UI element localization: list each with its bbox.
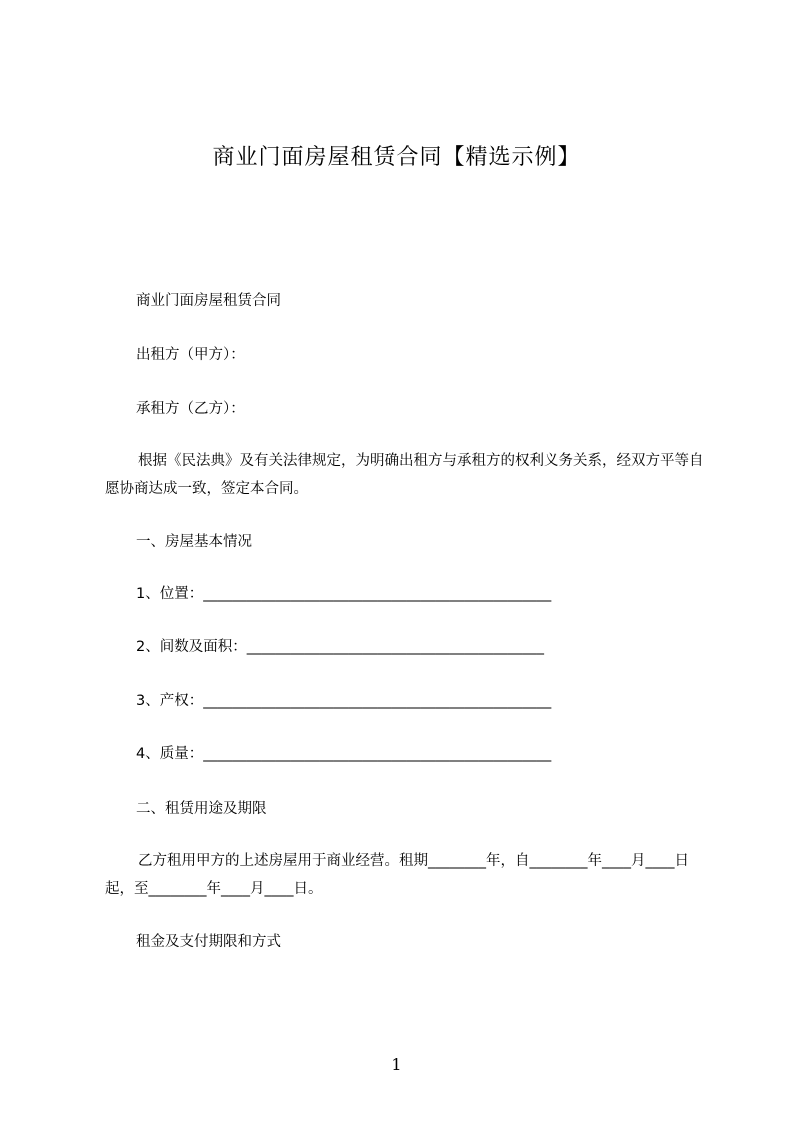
lease-term-paragraph: 乙方租用甲方的上述房屋用于商业经营。租期________年，自________年____月____日起，至________年____月____日。 bbox=[105, 853, 689, 897]
rent-heading: 租金及支付期限和方式 bbox=[136, 934, 281, 950]
section-heading-2: 二、租赁用途及期限 bbox=[136, 801, 267, 817]
lessee-line: 承租方（乙方）： bbox=[136, 401, 245, 417]
preamble-paragraph: 根据《民法典》及有关法律规定，为明确出租方与承租方的权利义务关系，经双方平等自愿协商达成一致，签定本合同。 bbox=[105, 453, 704, 497]
lessor-line: 出租方（甲方）： bbox=[136, 347, 245, 363]
ownership-field: 3、产权：________________________________________________ bbox=[136, 693, 552, 709]
area-field: 2、间数及面积：_________________________________________ bbox=[136, 639, 544, 655]
contract-name: 商业门面房屋租赁合同 bbox=[136, 293, 281, 309]
document-title: 商业门面房屋租赁合同【精选示例】 bbox=[212, 145, 581, 170]
quality-field: 4、质量：________________________________________________ bbox=[136, 746, 552, 762]
section-heading-1: 一、房屋基本情况 bbox=[136, 534, 252, 550]
location-field: 1、位置：________________________________________________ bbox=[136, 586, 552, 602]
page-number: 1 bbox=[391, 1055, 402, 1074]
